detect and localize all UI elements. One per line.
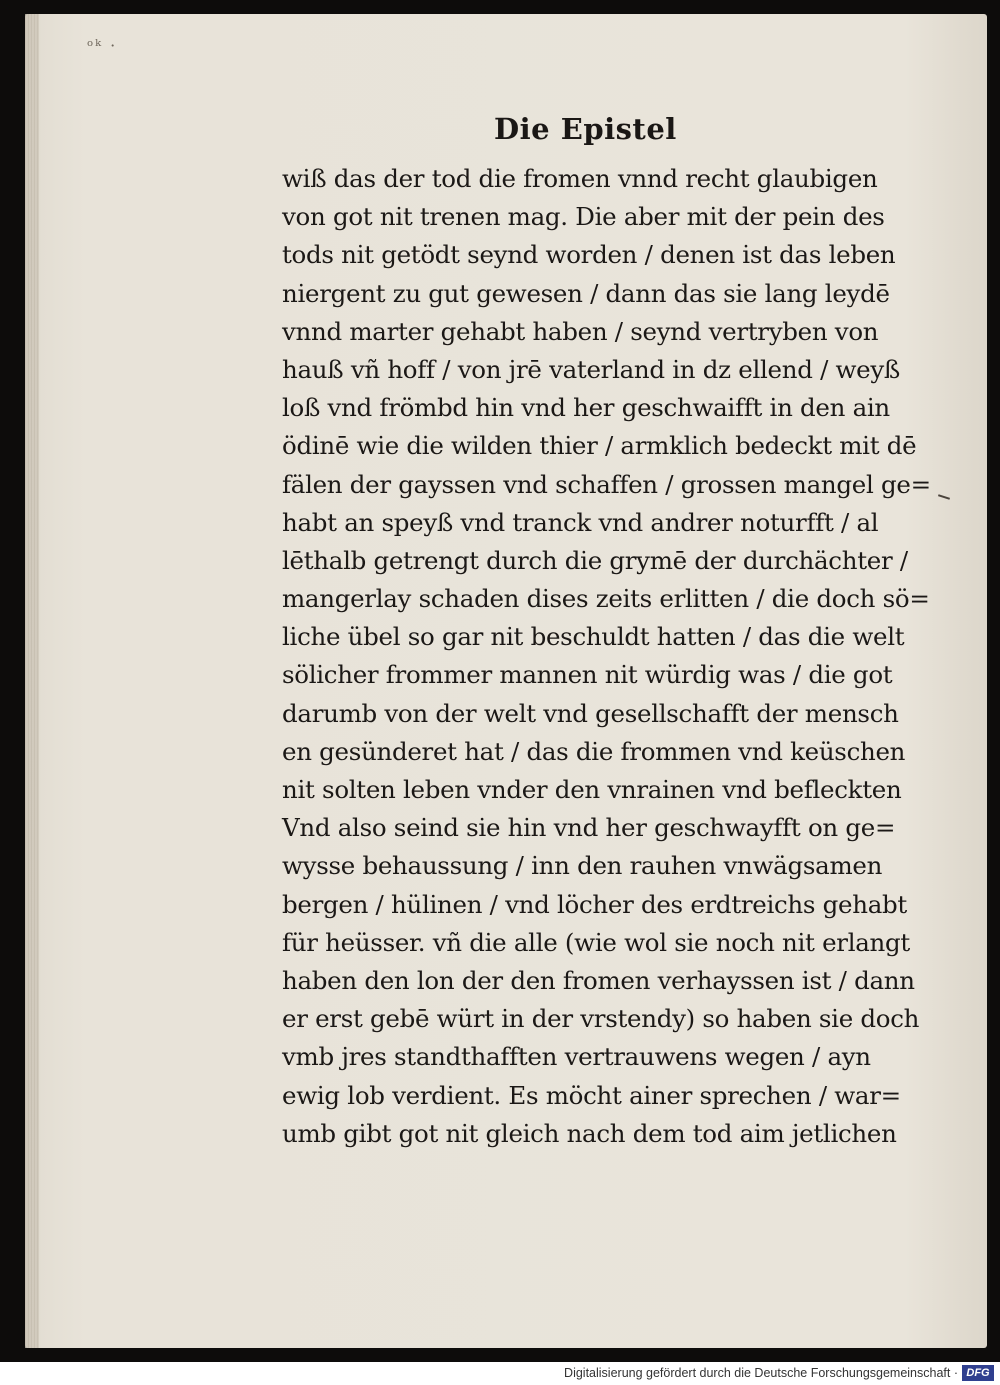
- footer-bar: [0, 1362, 1000, 1385]
- running-head: Die Epistel: [494, 112, 677, 146]
- text-line: habt an speyß vnd tranck vnd andrer noturfft / al: [282, 507, 879, 537]
- text-line: von got nit trenen mag. Die aber mit der pein des: [282, 202, 885, 232]
- text-line: ödinē wie die wilden thier / armklich bedeckt mit dē: [282, 431, 917, 461]
- text-line: niergent zu gut gewesen / dann das sie lang leydē: [282, 278, 890, 308]
- text-line: lēthalb getrengt durch die grymē der durchächter /: [282, 545, 908, 575]
- text-line: wysse behaussung / inn den rauhen vnwägsamen: [282, 851, 883, 881]
- text-line: en gesünderet hat / das die frommen vnd keüschen: [282, 736, 906, 766]
- text-block: [282, 160, 932, 1153]
- dfg-logo[interactable]: DFG: [962, 1365, 994, 1381]
- text-line: mangerlay schaden dises zeits erlitten / die doch sö=: [282, 584, 930, 614]
- text-line: für heüsser. vñ die alle (wie wol sie noch nit erlangt: [282, 927, 910, 957]
- page-edge-stack: [25, 14, 39, 1348]
- text-line: darumb von der welt vnd gesellschafft der mensch: [282, 698, 899, 728]
- text-line: vnnd marter gehabt haben / seynd vertryben von: [282, 316, 879, 346]
- text-line: sölicher frommer mannen nit würdig was / die got: [282, 660, 893, 690]
- text-line: haben den lon der den fromen verhayssen ist / dann: [282, 965, 915, 995]
- text-line: Vnd also seind sie hin vnd her geschwayfft on ge=: [282, 813, 896, 843]
- text-line: tods nit getödt seynd worden / denen ist das leben: [282, 240, 896, 270]
- text-line: vmb jres standthafften vertrauwens wegen / ayn: [282, 1042, 871, 1072]
- text-line: ewig lob verdient. Es möcht ainer sprechen / war=: [282, 1080, 901, 1110]
- page-mark: ᵒᵏ ·: [87, 36, 118, 55]
- text-line: wiß das der tod die fromen vnnd recht glaubigen: [282, 164, 878, 193]
- text-line: er erst gebē würt in der vrstendy) so haben sie doch: [282, 1004, 920, 1034]
- text-line: fälen der gayssen vnd schaffen / grossen mangel ge=: [282, 469, 931, 499]
- text-line: nit solten leben vnder den vnrainen vnd befleckten: [282, 775, 902, 804]
- text-line: hauß vñ hoff / von jrē vaterland in dz ellend / weyß: [282, 354, 900, 384]
- funding-credit: Digitalisierung gefördert durch die Deutsche Forschungsgemeinschaft ·: [564, 1366, 958, 1380]
- text-line: umb gibt got nit gleich nach dem tod aim jetlichen: [282, 1118, 897, 1148]
- text-line: loß vnd frömbd hin vnd her geschwaifft in den ain: [282, 393, 890, 423]
- text-line: bergen / hülinen / vnd löcher des erdtreichs gehabt: [282, 889, 907, 919]
- text-line: liche übel so gar nit beschuldt hatten / das die welt: [282, 622, 905, 652]
